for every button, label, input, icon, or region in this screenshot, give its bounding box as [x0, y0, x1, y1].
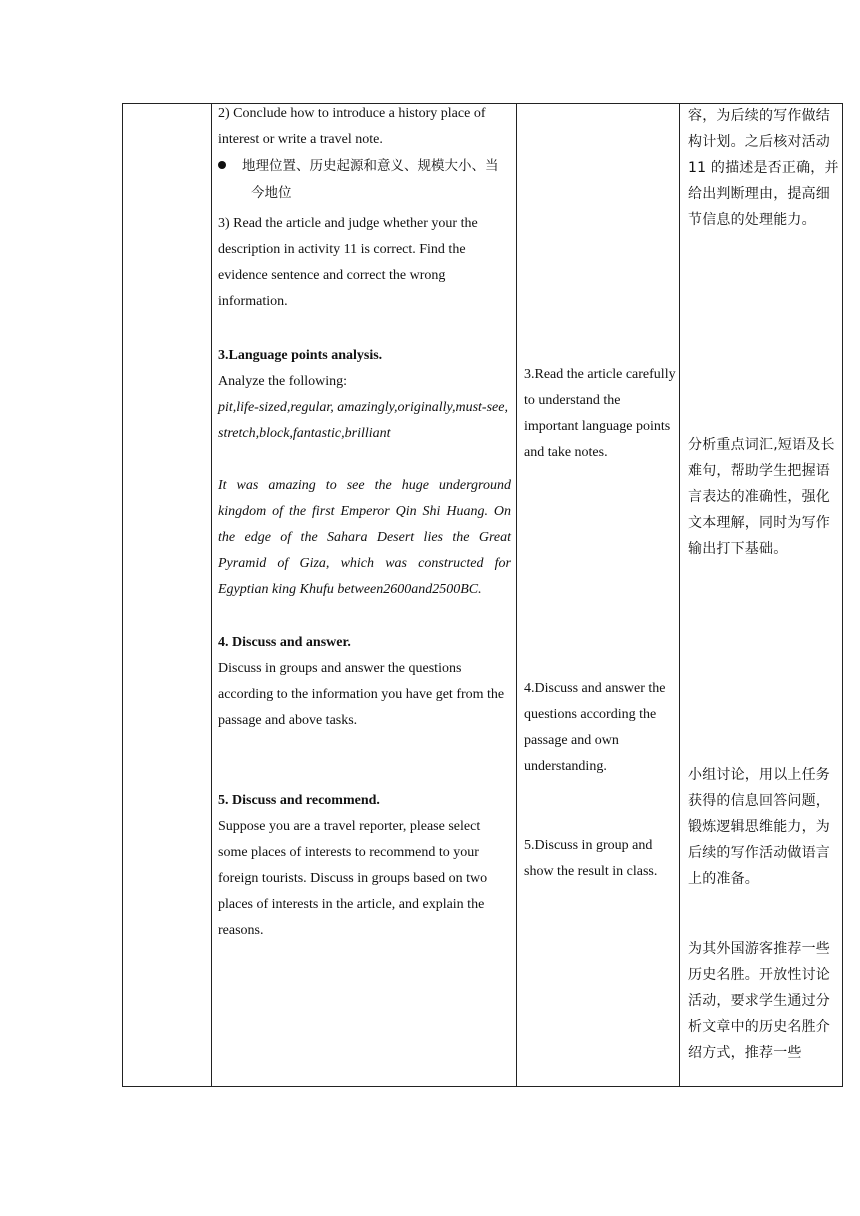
step-3-text: 3) Read the article and judge whether your the description in activity 11 is correct. Find the evidence sentence and correct the wrong information.	[218, 216, 478, 309]
student-activity-column	[517, 104, 680, 1086]
bullet-dot-icon	[218, 161, 226, 169]
language-points-sentences: It was amazing to see the huge underground kingdom of the first Emperor Qin Shi Huang. On the edge of the Sahara Desert lies the Great Pyramid of Giza, which was constructed for Egyptian king Khufu between2600and2500BC.	[218, 478, 511, 597]
teacher-activity-column	[211, 104, 517, 1086]
discuss-recommend-title: 5. Discuss and recommend.	[218, 793, 380, 808]
language-points-intro: Analyze the following:	[218, 374, 348, 389]
intent-paragraph-1: 容，为后续的写作做结构计划。之后核对活动 11 的描述是否正确，并给出判断理由，提高细节信息的处理能力。	[688, 108, 839, 228]
student-step-5: 5.Discuss in group and show the result in class.	[524, 838, 658, 879]
intent-paragraph-3: 小组讨论，用以上任务获得的信息回答问题，锻炼逻辑思维能力，为后续的写作活动做语言上的准备。	[688, 767, 830, 887]
language-points-title: 3.Language points analysis.	[218, 348, 383, 363]
student-step-4: 4.Discuss and answer the questions according the passage and own understanding.	[524, 681, 666, 774]
bullet-item	[218, 153, 511, 207]
student-step-3: 3.Read the article carefully to understand the important language points and take notes.	[524, 367, 676, 460]
discuss-answer-title: 4. Discuss and answer.	[218, 635, 351, 650]
discuss-answer-text: Discuss in groups and answer the questions according to the information you have get from the passage and above tasks.	[218, 661, 505, 728]
stage-column	[123, 104, 211, 1086]
lesson-plan-table	[122, 103, 843, 1087]
bullet-text: 地理位置、历史起源和意义、规模大小、当今地位	[242, 158, 499, 201]
step-2-text: 2) Conclude how to introduce a history place of interest or write a travel note.	[218, 106, 486, 147]
intent-paragraph-2: 分析重点词汇,短语及长难句，帮助学生把握语言表达的准确性，强化文本理解，同时为写作输出打下基础。	[688, 437, 835, 557]
discuss-recommend-text: Suppose you are a travel reporter, please select some places of interests to recommend to your foreign tourists. Discuss in groups based on two places of interests in the article, and explain the reasons.	[218, 819, 488, 938]
intent-paragraph-4: 为其外国游客推荐一些历史名胜。开放性讨论活动，要求学生通过分析文章中的历史名胜介绍方式，推荐一些	[688, 941, 830, 1061]
language-points-words: pit,life-sized,regular, amazingly,originally,must-see,stretch,block,fantastic,brilliant	[218, 400, 508, 441]
design-intent-column	[680, 104, 844, 1086]
